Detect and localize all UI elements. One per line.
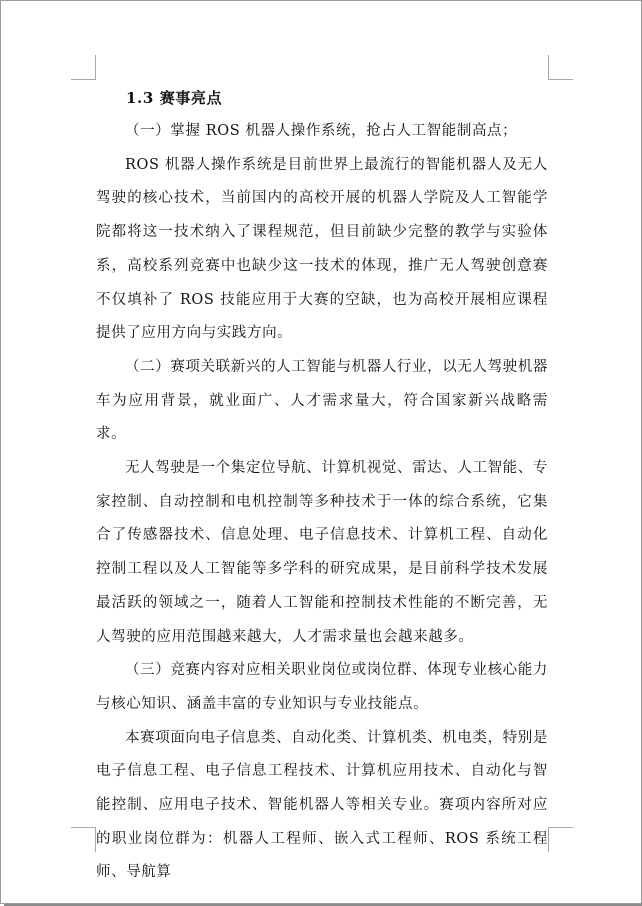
crop-mark-bottom-right: [548, 827, 573, 852]
section-heading: 1.3 赛事亮点: [126, 89, 223, 107]
crop-mark-top-left: [71, 55, 96, 80]
crop-mark-top-right: [548, 55, 573, 80]
paragraph-majors-and-jobs: 本赛项面向电子信息类、自动化类、计算机类、机电类，特别是电子信息工程、电子信息工程技术、计算机应用技术、自动化与智能控制、应用电子技术、智能机器人等相关专业。赛项内容所对应的职业岗位群为：机器人工程师、嵌入式工程师、ROS 系统工程师、导航算: [96, 729, 548, 881]
paragraph-ros-description: ROS 机器人操作系统是目前世界上最流行的智能机器人及无人驾驶的核心技术，当前国内的高校开展的机器人学院及人工智能学院都将这一技术纳入了课程规范，但目前缺少完整的教学与实验体系，高校系列竞赛中也缺少这一技术的体现，推广无人驾驶创意赛不仅填补了 ROS 技能应用于大赛的空缺，也为高校开展相应课程提供了应用方向与实践方向。: [96, 156, 548, 342]
crop-mark-bottom-left: [71, 827, 96, 852]
page-body: [96, 81, 548, 890]
paragraph-point-one: （一）掌握 ROS 机器人操作系统，抢占人工智能制高点；: [125, 123, 518, 139]
paragraph-point-three: （三）竞赛内容对应相关职业岗位或岗位群、体现专业核心能力与核心知识、涵盖丰富的专业知识与专业技能点。: [96, 662, 548, 712]
paragraph-autonomous-driving: 无人驾驶是一个集定位导航、计算机视觉、雷达、人工智能、专家控制、自动控制和电机控制等多种技术于一体的综合系统，它集合了传感器技术、信息处理、电子信息技术、计算机工程、自动化控制工程以及人工智能等多学科的研究成果，是目前科学技术发展最活跃的领域之一，随着人工智能和控制技术性能的不断完善，无人驾驶的应用范围越来越大，人才需求量也会越来越多。: [96, 460, 548, 645]
paragraph-point-two: （二）赛项关联新兴的人工智能与机器人行业，以无人驾驶机器车为应用背景，就业面广、人才需求量大，符合国家新兴战略需求。: [96, 358, 548, 443]
